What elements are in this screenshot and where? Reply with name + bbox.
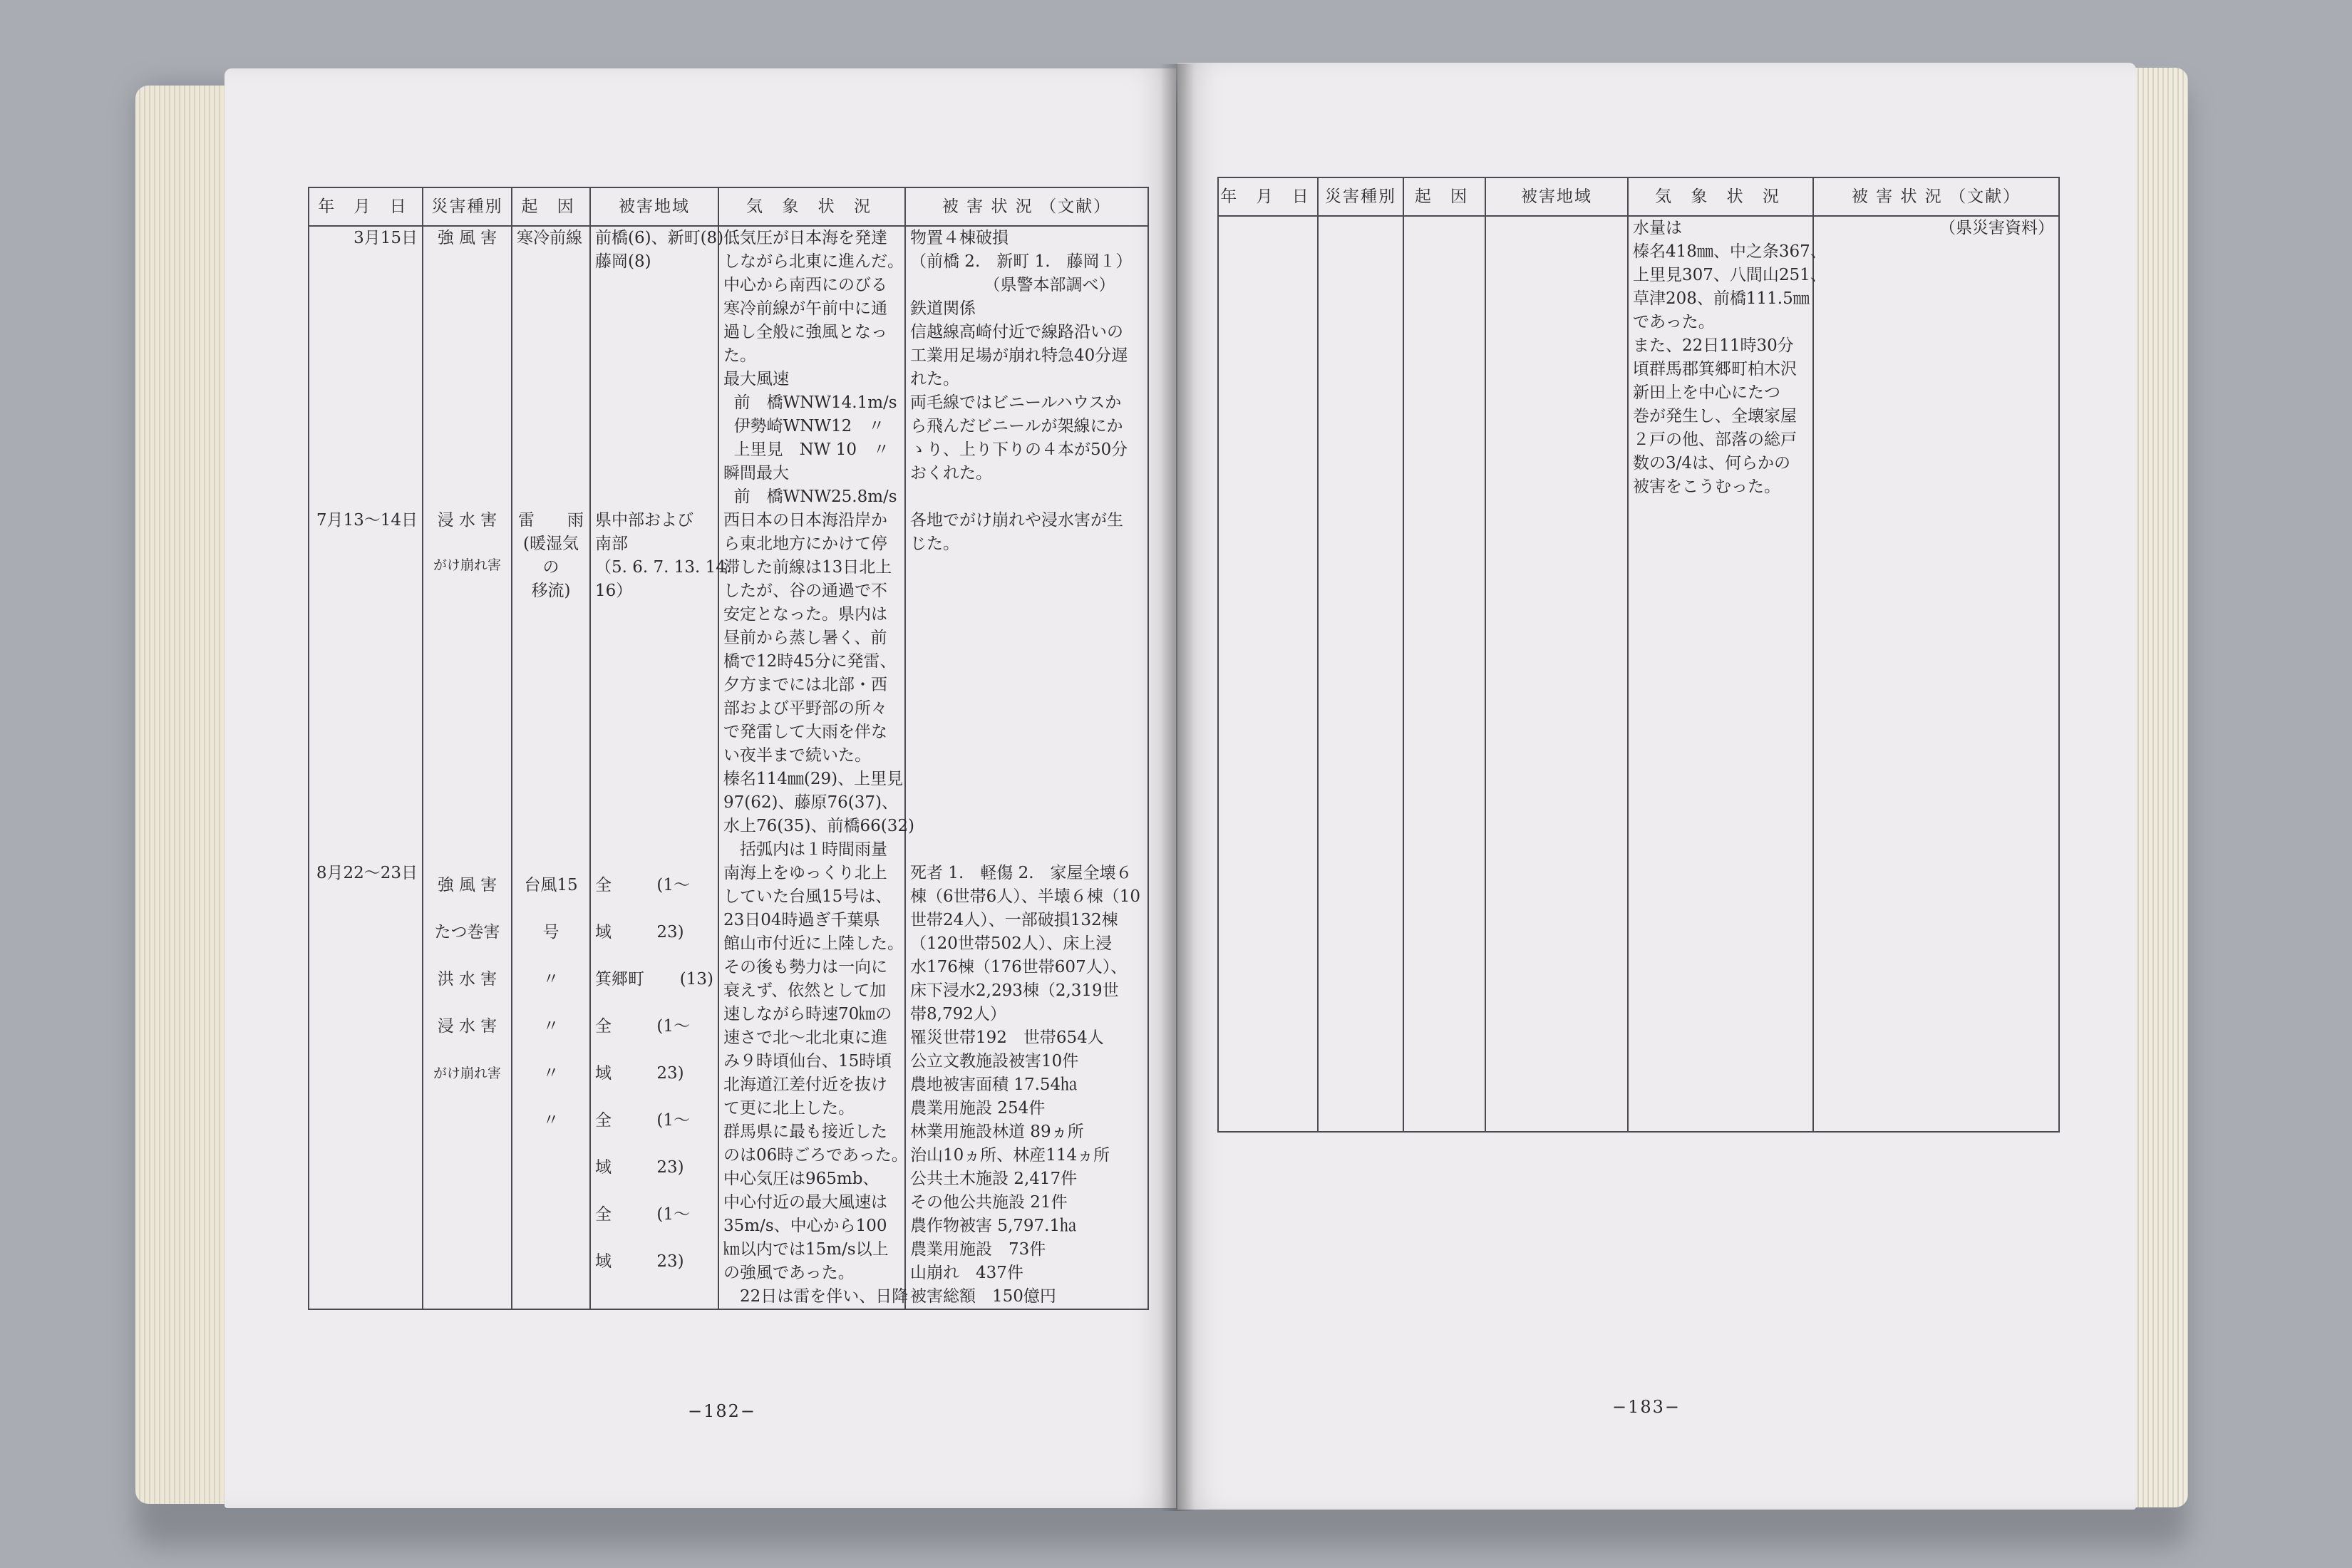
damage-line: 公立文教施設被害10件: [910, 1052, 1079, 1071]
weather-line: しながら北東に進んだ。: [723, 252, 904, 271]
area-entry: [595, 862, 713, 956]
damage-line: ゝり、上り下りの４本が50分: [910, 440, 1128, 459]
header-type: 災害種別: [423, 187, 512, 226]
book-gutter: [1160, 64, 1195, 1511]
area-entry: [595, 1003, 713, 1097]
area-entry: [595, 956, 713, 1003]
area-name: 全 域: [595, 1111, 644, 1177]
damage-line: （県警本部調べ）: [910, 276, 1115, 294]
cause: 移流): [531, 582, 571, 600]
disaster-type: 浸 水 害: [437, 1017, 497, 1036]
damage-line: 農地被害面積 17.54㏊: [910, 1076, 1078, 1094]
weather-line: 昼前から蒸し暑く、前: [723, 629, 887, 647]
damage-line: 罹災世帯192 世帯654人: [910, 1028, 1104, 1047]
weather-line: 上里見307、八間山251、: [1633, 266, 1827, 284]
area-entry: [595, 1097, 713, 1191]
disaster-type: がけ崩れ害: [433, 1066, 501, 1081]
weather-line: 速さで北～北北東に進: [723, 1028, 887, 1047]
cause: 〃: [542, 1111, 559, 1130]
damage-line: ら飛んだビニールが架線にか: [910, 417, 1123, 435]
damage-line: 農業用施設 254件: [910, 1099, 1046, 1118]
weather-line: ２戸の他、部落の総戸: [1633, 430, 1797, 449]
weather-line: 中心から南西にのびる: [723, 276, 887, 294]
header-cause: 起 因: [1403, 177, 1485, 216]
area-name: 全 域: [595, 1017, 644, 1083]
weather-line: 群馬県に最も接近した: [723, 1123, 887, 1141]
area-code: (1～23): [656, 876, 690, 942]
weather-line: 97(62)、藤原76(37)、: [723, 793, 898, 812]
header-row: [1218, 177, 2059, 216]
weather-line: い夜半まで続いた。: [723, 746, 871, 765]
header-area: 被害地域: [1485, 177, 1628, 216]
area-code: (1～23): [656, 1111, 690, 1177]
area-code: (13): [679, 970, 713, 989]
area-line: 前橋(6)、新町(8): [595, 229, 724, 247]
area-code: (1～23): [656, 1205, 690, 1271]
record-date: 8月22～23日: [316, 864, 418, 882]
damage-line: 各地でがけ崩れや浸水害が生: [910, 511, 1123, 530]
weather-line: 中心気圧は965mb、: [723, 1170, 880, 1188]
weather-line: 水量は: [1633, 219, 1682, 237]
area-entry: [595, 1191, 713, 1285]
weather-line: その後も勢力は一向に: [723, 958, 887, 976]
weather-line: 安定となった。県内は: [723, 605, 887, 624]
damage-line: れた。: [910, 370, 959, 388]
cause: 〃: [542, 1064, 559, 1083]
damage-line: 水176棟（176世帯607人）、: [910, 958, 1128, 976]
weather-line: で発雷して大雨を伴な: [723, 723, 887, 741]
damage-line: 農作物被害 5,797.1㏊: [910, 1217, 1077, 1235]
header-date: 年 月 日: [1218, 177, 1318, 216]
weather-line: 頃群馬郡箕郷町柏木沢: [1633, 360, 1797, 378]
weather-line: また、22日11時30分: [1633, 336, 1794, 355]
record-row: [309, 226, 1148, 509]
area-line: 藤岡(8): [595, 252, 651, 271]
area-name: 箕郷町: [595, 970, 644, 989]
disaster-type: 強 風 害: [437, 229, 497, 247]
disaster-type: 強 風 害: [437, 876, 497, 894]
weather-line: 巻が発生し、全壊家屋: [1633, 407, 1797, 425]
weather-line: 中心付近の最大風速は: [723, 1193, 887, 1212]
weather-line: 前 橋WNW14.1m/s: [723, 393, 897, 412]
weather-line: 南海上をゆっくり北上: [723, 864, 887, 882]
weather-line: 部および平野部の所々: [723, 699, 887, 718]
damage-line: 死者 1. 軽傷 2. 家屋全壊６: [910, 864, 1133, 882]
weather-line: 最大風速: [723, 370, 789, 388]
weather-line: 23日04時過ぎ千葉県: [723, 911, 880, 929]
weather-line: て更に北上した。: [723, 1099, 855, 1118]
damage-line: 治山10ヵ所、林産114ヵ所: [910, 1146, 1110, 1165]
record-date: 3月15日: [354, 229, 418, 247]
record-row: [309, 509, 1148, 862]
area-name: 全 域: [595, 1205, 644, 1271]
damage-line: おくれた。: [910, 464, 992, 483]
area-line: （5. 6. 7. 13. 14.: [595, 558, 732, 577]
weather-line: 草津208、前橋111.5㎜: [1633, 289, 1810, 308]
damage-line: 帯8,792人）: [910, 1005, 1006, 1023]
damage-line: 信越線高崎付近で線路沿いの: [910, 323, 1123, 341]
weather-line: 上里見 NW 10 〃: [723, 440, 889, 459]
page-edges-left: [135, 86, 235, 1504]
damage-line: 棟（6世帯6人）、半壊６棟（10: [910, 887, 1141, 906]
weather-line: 被害をこうむった。: [1633, 478, 1780, 496]
weather-line: 水上76(35)、前橋66(32): [723, 817, 914, 835]
weather-line: 括弧内は１時間雨量: [723, 840, 887, 859]
damage-line: （前橋 2. 新町 1. 藤岡１）: [910, 252, 1133, 271]
weather-line: の強風であった。: [723, 1264, 855, 1282]
header-damage: 被 害 状 況 （文献）: [905, 187, 1148, 226]
header-type: 災害種別: [1318, 177, 1403, 216]
disaster-table-right: [1217, 177, 2060, 1133]
cause: 雷 雨: [518, 511, 584, 530]
weather-line: のは06時ごろであった。: [723, 1146, 908, 1165]
weather-line: 西日本の日本海沿岸か: [723, 511, 887, 530]
weather-line: 夕方までには北部・西: [723, 676, 887, 694]
page-edges-right: [2127, 68, 2188, 1507]
weather-line: 数の3/4は、何らかの: [1633, 454, 1791, 473]
weather-line: 北海道江差付近を抜け: [723, 1076, 887, 1094]
record-row-continued: [1218, 216, 2059, 1132]
damage-line: 農業用施設 73件: [910, 1240, 1046, 1259]
header-damage: 被 害 状 況 （文献）: [1813, 177, 2059, 216]
damage-line: その他公共施設 21件: [910, 1193, 1068, 1212]
header-row: [309, 187, 1148, 226]
weather-line: 速しながら時速70㎞の: [723, 1005, 892, 1023]
cause: 〃: [542, 1017, 559, 1036]
weather-line: 35m/s、中心から100: [723, 1217, 887, 1235]
weather-line: 瞬間最大: [723, 464, 789, 483]
header-area: 被害地域: [590, 187, 718, 226]
cause: 〃: [542, 970, 559, 989]
header-date: 年 月 日: [309, 187, 423, 226]
header-cause: 起 因: [512, 187, 590, 226]
disaster-type: 洪 水 害: [437, 970, 497, 989]
weather-line: 22日は雷を伴い、日降: [723, 1287, 909, 1306]
weather-line: であった。: [1633, 313, 1715, 331]
damage-line: 鉄道関係: [910, 299, 976, 318]
weather-line: したが、谷の通過で不: [723, 582, 887, 600]
weather-line: 衰えず、依然として加: [723, 981, 887, 1000]
weather-line: 榛名114㎜(29)、上里見: [723, 770, 904, 788]
weather-line: 伊勢崎WNW12 〃: [723, 417, 885, 435]
weather-line: た。: [723, 346, 756, 365]
cause: 寒冷前線: [517, 229, 582, 247]
weather-line: 滞した前線は13日北上: [723, 558, 892, 577]
header-weather: 気 象 状 況: [718, 187, 905, 226]
header-weather: 気 象 状 況: [1628, 177, 1813, 216]
weather-line: 過し全般に強風となっ: [723, 323, 887, 341]
weather-line: ら東北地方にかけて停: [723, 535, 887, 553]
page-number-right: −183−: [1612, 1397, 1681, 1417]
weather-line: 榛名418㎜、中之条367、: [1633, 242, 1827, 261]
weather-line: 前 橋WNW25.8m/s: [723, 488, 897, 506]
damage-line: じた。: [910, 535, 959, 553]
damage-line: 両毛線ではビニールハウスか: [910, 393, 1122, 412]
damage-line: 山崩れ 437件: [910, 1264, 1023, 1282]
area-line: 南部: [595, 535, 628, 553]
weather-line: 低気圧が日本海を発達: [723, 229, 887, 247]
weather-line: み９時頃仙台、15時頃: [723, 1052, 892, 1071]
disaster-table-left: [308, 187, 1149, 1310]
damage-line: 公共土木施設 2,417件: [910, 1170, 1078, 1188]
area-line: 16）: [595, 582, 633, 600]
damage-line: 床下浸水2,293棟（2,319世: [910, 981, 1119, 1000]
damage-line: （120世帯502人）、床上浸: [910, 934, 1113, 953]
damage-line: 物置４棟破損: [910, 229, 1009, 247]
area-code: (1～23): [656, 1017, 690, 1083]
damage-line: 世帯24人）、一部破損132棟: [910, 911, 1118, 929]
damage-line: 林業用施設林道 89ヵ所: [910, 1123, 1084, 1141]
disaster-type: がけ崩れ害: [433, 557, 501, 573]
weather-line: 寒冷前線が午前中に通: [723, 299, 887, 318]
weather-line: 新田上を中心にたつ: [1633, 383, 1780, 402]
damage-line: 工業用足場が崩れ特急40分遅: [910, 346, 1128, 365]
weather-line: ㎞以内では15m/s以上: [723, 1240, 889, 1259]
page-number-left: −182−: [688, 1401, 757, 1421]
disaster-type: たつ巻害: [434, 923, 500, 942]
damage-source: （県災害資料）: [1939, 219, 2054, 237]
cause: (暖湿気の: [523, 535, 579, 577]
disaster-type: 浸 水 害: [437, 511, 497, 530]
cause: 台風15号: [524, 876, 578, 942]
record-row: [309, 862, 1148, 1309]
weather-line: 橋で12時45分に発雷、: [723, 652, 897, 671]
area-line: 県中部および: [595, 511, 693, 530]
area-name: 全 域: [595, 876, 644, 942]
damage-line: 被害総額 150億円: [910, 1287, 1056, 1306]
weather-line: 館山市付近に上陸した。: [723, 934, 904, 953]
record-date: 7月13～14日: [316, 511, 418, 530]
weather-line: していた台風15号は、: [723, 887, 892, 906]
